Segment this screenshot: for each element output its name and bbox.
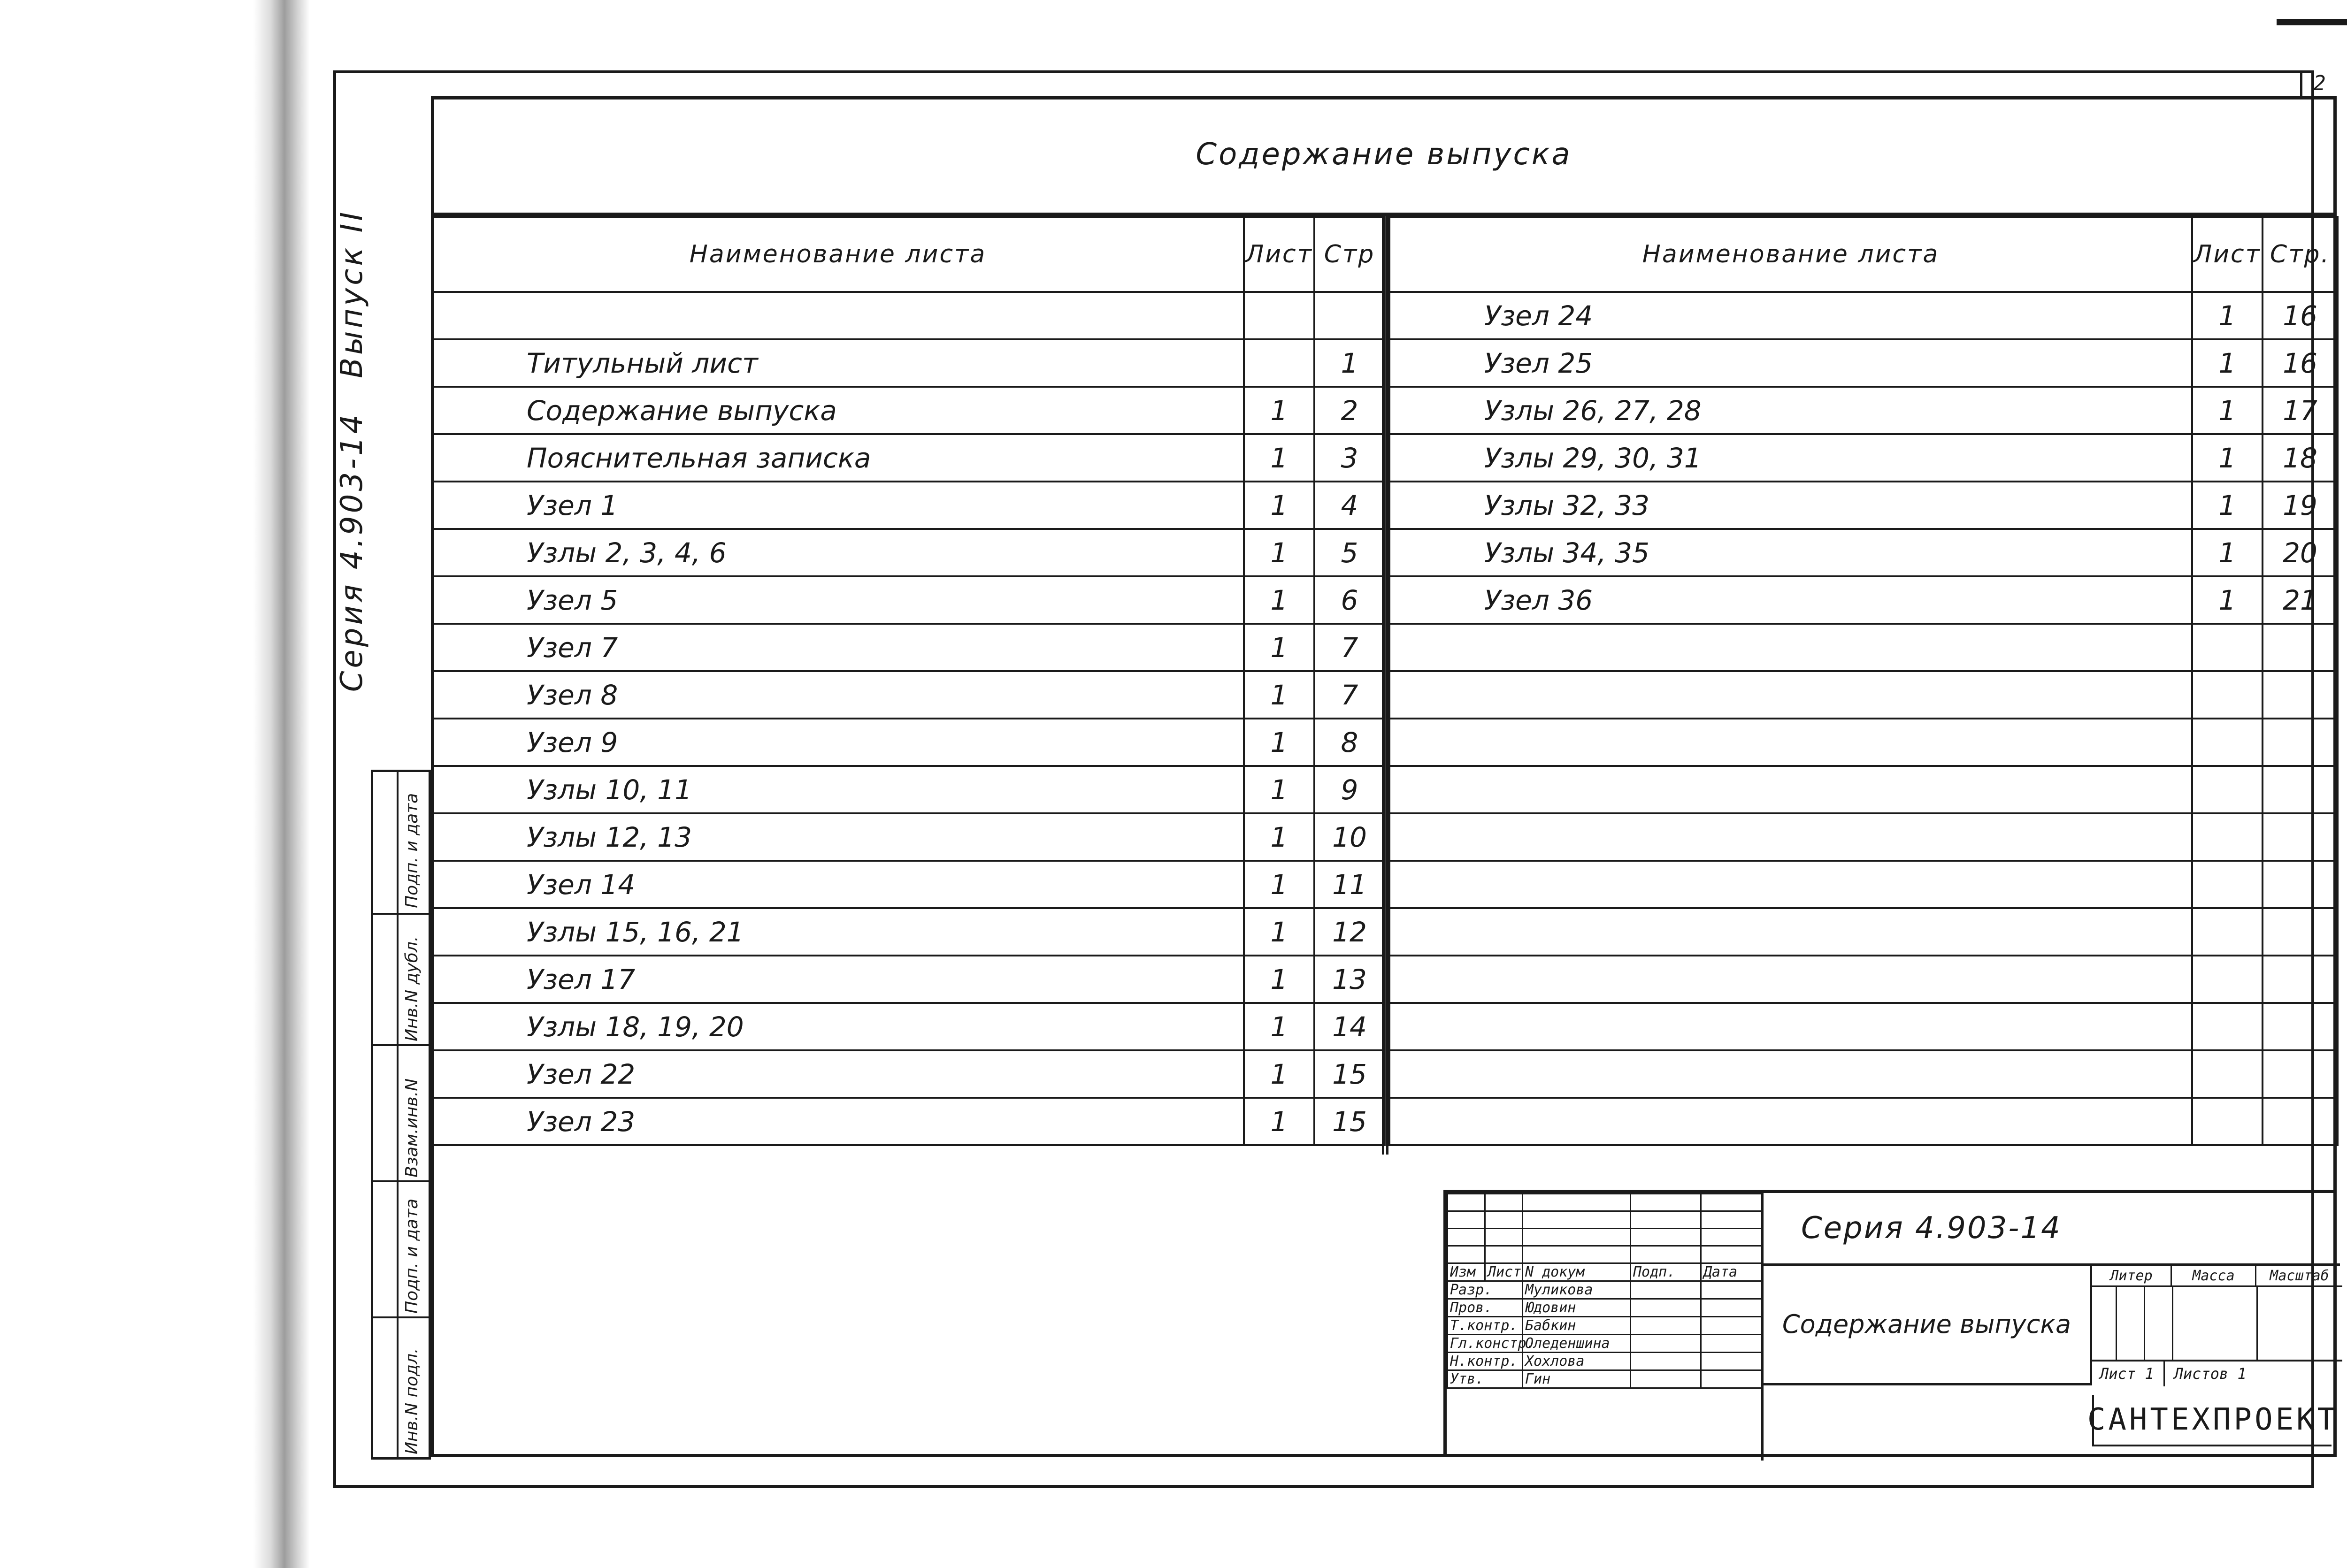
cell-name bbox=[1389, 956, 2192, 1003]
cell-sheet: 1 bbox=[1244, 434, 1314, 482]
signature-header: Подп. bbox=[1631, 1263, 1701, 1281]
table-row bbox=[1389, 529, 2338, 576]
scale-header: Масштаб bbox=[2256, 1266, 2342, 1287]
table-row bbox=[1389, 1050, 2338, 1098]
cell-name bbox=[1389, 624, 2192, 671]
cell-sheet: 1 bbox=[1244, 813, 1314, 861]
signature-name: Юдовин bbox=[1523, 1299, 1631, 1317]
top-edge-line bbox=[2277, 19, 2347, 25]
cell-page: 17 bbox=[2263, 387, 2338, 434]
cell-page: 4 bbox=[1314, 482, 1385, 529]
scan-shadow bbox=[253, 0, 310, 1568]
cell-name bbox=[1389, 1050, 2192, 1098]
signature-header: Лист bbox=[1485, 1263, 1523, 1281]
table-row bbox=[1389, 482, 2338, 529]
cell-name: Узел 8 bbox=[432, 671, 1244, 719]
table-row bbox=[1389, 861, 2338, 908]
signature-name: Муликова bbox=[1523, 1281, 1631, 1299]
table-row bbox=[432, 1050, 1385, 1098]
cell-sheet bbox=[2192, 766, 2263, 813]
header-page: Стр. bbox=[2263, 217, 2338, 292]
stage-divider bbox=[2116, 1287, 2117, 1360]
stage-divider bbox=[2172, 1287, 2173, 1360]
signature-row bbox=[1448, 1299, 1762, 1317]
cell-page: 6 bbox=[1314, 576, 1385, 624]
cell-sheet: 1 bbox=[1244, 861, 1314, 908]
cell-name bbox=[1389, 1003, 2192, 1050]
stamp-cell bbox=[373, 913, 431, 1044]
organization-name: САНТЕХПРОЕКТ bbox=[2092, 1395, 2332, 1446]
title-block bbox=[1443, 1190, 2337, 1457]
signature-blank-row bbox=[1448, 1211, 1762, 1229]
cell-name: Узлы 15, 16, 21 bbox=[432, 908, 1244, 956]
cell-name bbox=[1389, 719, 2192, 766]
signature-row bbox=[1448, 1353, 1762, 1370]
table-row bbox=[1389, 624, 2338, 671]
signature-cell bbox=[1701, 1211, 1762, 1229]
table-row bbox=[1389, 813, 2338, 861]
cell-name: Узлы 2, 3, 4, 6 bbox=[432, 529, 1244, 576]
cell-sheet: 1 bbox=[1244, 1003, 1314, 1050]
signature-sign bbox=[1631, 1281, 1701, 1299]
cell-name: Узлы 18, 19, 20 bbox=[432, 1003, 1244, 1050]
signature-cell bbox=[1631, 1246, 1701, 1263]
table-row bbox=[432, 292, 1385, 339]
cell-name: Пояснительная записка bbox=[432, 434, 1244, 482]
signature-header-row bbox=[1448, 1263, 1762, 1281]
cell-sheet: 1 bbox=[1244, 576, 1314, 624]
table-row bbox=[432, 1003, 1385, 1050]
signature-role: Т.контр. bbox=[1448, 1317, 1523, 1335]
stage-divider bbox=[2144, 1287, 2145, 1360]
cell-sheet bbox=[2192, 1050, 2263, 1098]
stamp-column bbox=[371, 770, 431, 1460]
signature-role: Гл.констр. bbox=[1448, 1335, 1523, 1353]
cell-name: Узлы 10, 11 bbox=[432, 766, 1244, 813]
title-block-doc-title: Содержание выпуска bbox=[1761, 1266, 2090, 1385]
table-row bbox=[1389, 292, 2338, 339]
cell-sheet bbox=[2192, 719, 2263, 766]
cell-page: 1 bbox=[1314, 339, 1385, 387]
stamp-cell bbox=[373, 1180, 431, 1316]
cell-sheet bbox=[2192, 671, 2263, 719]
table-row bbox=[432, 719, 1385, 766]
signature-row bbox=[1448, 1281, 1762, 1299]
table-header bbox=[432, 217, 1385, 292]
table-row bbox=[432, 766, 1385, 813]
signature-sign bbox=[1631, 1370, 1701, 1388]
cell-name: Узел 1 bbox=[432, 482, 1244, 529]
signature-cell bbox=[1523, 1211, 1631, 1229]
cell-sheet bbox=[1244, 339, 1314, 387]
signature-cell bbox=[1523, 1194, 1631, 1211]
table-row bbox=[1389, 671, 2338, 719]
cell-page: 5 bbox=[1314, 529, 1385, 576]
signature-row bbox=[1448, 1317, 1762, 1335]
cell-sheet: 1 bbox=[1244, 956, 1314, 1003]
cell-sheet: 1 bbox=[1244, 719, 1314, 766]
table-header bbox=[1389, 217, 2338, 292]
signature-sign bbox=[1631, 1299, 1701, 1317]
signature-name: Бабкин bbox=[1523, 1317, 1631, 1335]
table-row bbox=[1389, 1098, 2338, 1145]
cell-sheet: 1 bbox=[1244, 529, 1314, 576]
cell-name: Узлы 26, 27, 28 bbox=[1389, 387, 2192, 434]
cell-name: Узлы 12, 13 bbox=[432, 813, 1244, 861]
table-row bbox=[432, 482, 1385, 529]
cell-sheet bbox=[2192, 813, 2263, 861]
table-row bbox=[432, 956, 1385, 1003]
table-row bbox=[432, 576, 1385, 624]
stamp-label: Подп. и дата bbox=[402, 793, 422, 908]
signature-sign bbox=[1631, 1335, 1701, 1353]
cell-sheet: 1 bbox=[1244, 1050, 1314, 1098]
cell-name bbox=[1389, 908, 2192, 956]
signature-sign bbox=[1631, 1317, 1701, 1335]
table-row bbox=[1389, 908, 2338, 956]
cell-name: Узел 14 bbox=[432, 861, 1244, 908]
cell-sheet bbox=[2192, 1003, 2263, 1050]
header-sheet: Лист bbox=[1244, 217, 1314, 292]
table-row bbox=[432, 624, 1385, 671]
cell-name: Узлы 29, 30, 31 bbox=[1389, 434, 2192, 482]
stage-header: Литер bbox=[2092, 1266, 2172, 1287]
header-page: Стр bbox=[1314, 217, 1385, 292]
signature-sign bbox=[1631, 1353, 1701, 1370]
signature-cell bbox=[1448, 1211, 1485, 1229]
table-row bbox=[1389, 1003, 2338, 1050]
cell-sheet: 1 bbox=[2192, 482, 2263, 529]
stamp-label: Подп. и дата bbox=[402, 1198, 422, 1314]
cell-page: 18 bbox=[2263, 434, 2338, 482]
table-row bbox=[1389, 719, 2338, 766]
signature-blank-row bbox=[1448, 1229, 1762, 1246]
title-block-stage bbox=[2090, 1266, 2340, 1385]
sheet-label: Лист 1 bbox=[2100, 1364, 2154, 1383]
cell-sheet bbox=[2192, 956, 2263, 1003]
cell-page: 16 bbox=[2263, 292, 2338, 339]
signature-role: Пров. bbox=[1448, 1299, 1523, 1317]
title-block-series: Серия 4.903-14 bbox=[1761, 1193, 2340, 1266]
table-row bbox=[432, 813, 1385, 861]
table-row bbox=[1389, 434, 2338, 482]
cell-sheet: 1 bbox=[2192, 529, 2263, 576]
cell-page: 9 bbox=[1314, 766, 1385, 813]
side-series-label bbox=[324, 192, 380, 709]
cell-page: 15 bbox=[1314, 1050, 1385, 1098]
cell-name: Узел 23 bbox=[432, 1098, 1244, 1145]
signature-row bbox=[1448, 1370, 1762, 1388]
cell-page: 14 bbox=[1314, 1003, 1385, 1050]
cell-page: 10 bbox=[1314, 813, 1385, 861]
signature-date bbox=[1701, 1335, 1762, 1353]
cell-page: 15 bbox=[1314, 1098, 1385, 1145]
cell-page: 11 bbox=[1314, 861, 1385, 908]
cell-sheet: 1 bbox=[1244, 671, 1314, 719]
cell-name: Узел 25 bbox=[1389, 339, 2192, 387]
signature-role: Разр. bbox=[1448, 1281, 1523, 1299]
table-row bbox=[1389, 956, 2338, 1003]
cell-page bbox=[2263, 1050, 2338, 1098]
signature-name: Гин bbox=[1523, 1370, 1631, 1388]
signature-cell bbox=[1701, 1246, 1762, 1263]
stamp-cell bbox=[373, 772, 431, 913]
signature-date bbox=[1701, 1299, 1762, 1317]
cell-name: Титульный лист bbox=[432, 339, 1244, 387]
cell-name bbox=[432, 292, 1244, 339]
cell-page bbox=[2263, 1098, 2338, 1145]
sheets-label: Листов 1 bbox=[2174, 1364, 2247, 1383]
mass-header: Масса bbox=[2172, 1266, 2256, 1287]
cell-page: 2 bbox=[1314, 387, 1385, 434]
cell-sheet: 1 bbox=[2192, 576, 2263, 624]
cell-page bbox=[2263, 908, 2338, 956]
table-row bbox=[432, 434, 1385, 482]
signature-cell bbox=[1448, 1194, 1485, 1211]
cell-name: Узлы 32, 33 bbox=[1389, 482, 2192, 529]
cell-sheet bbox=[2192, 908, 2263, 956]
cell-name: Узел 36 bbox=[1389, 576, 2192, 624]
cell-name: Узел 17 bbox=[432, 956, 1244, 1003]
cell-sheet: 1 bbox=[2192, 339, 2263, 387]
table-row bbox=[432, 908, 1385, 956]
table-row bbox=[432, 861, 1385, 908]
cell-sheet: 1 bbox=[2192, 387, 2263, 434]
signature-cell bbox=[1485, 1246, 1523, 1263]
stamp-cell bbox=[373, 1316, 431, 1457]
header-name: Наименование листа bbox=[1389, 217, 2192, 292]
table-row bbox=[432, 671, 1385, 719]
signature-cell bbox=[1485, 1229, 1523, 1246]
cell-page bbox=[2263, 861, 2338, 908]
cell-sheet: 1 bbox=[2192, 292, 2263, 339]
signature-name: Хохлова bbox=[1523, 1353, 1631, 1370]
cell-sheet: 1 bbox=[1244, 766, 1314, 813]
cell-name: Узел 22 bbox=[432, 1050, 1244, 1098]
cell-name bbox=[1389, 1098, 2192, 1145]
table-row bbox=[432, 387, 1385, 434]
cell-sheet: 1 bbox=[1244, 1098, 1314, 1145]
cell-page: 21 bbox=[2263, 576, 2338, 624]
header-name: Наименование листа bbox=[432, 217, 1244, 292]
stamp-label: Взам.инв.N bbox=[402, 1078, 422, 1178]
table-row bbox=[1389, 387, 2338, 434]
signature-cell bbox=[1485, 1211, 1523, 1229]
signature-cell bbox=[1631, 1211, 1701, 1229]
stamp-label: Инв.N подл. bbox=[402, 1348, 422, 1454]
cell-sheet bbox=[1244, 292, 1314, 339]
cell-name: Узлы 34, 35 bbox=[1389, 529, 2192, 576]
signature-cell bbox=[1448, 1229, 1485, 1246]
side-issue: Выпуск II bbox=[335, 209, 369, 378]
signature-date bbox=[1701, 1281, 1762, 1299]
table-separator bbox=[1382, 216, 1388, 1155]
cell-page: 7 bbox=[1314, 671, 1385, 719]
right-contents-table bbox=[1388, 216, 2339, 1146]
signature-cell bbox=[1631, 1229, 1701, 1246]
sheet-count bbox=[2092, 1360, 2342, 1385]
cell-page: 7 bbox=[1314, 624, 1385, 671]
cell-name: Узел 5 bbox=[432, 576, 1244, 624]
left-contents-table bbox=[431, 216, 1386, 1146]
cell-page: 3 bbox=[1314, 434, 1385, 482]
cell-page bbox=[2263, 719, 2338, 766]
cell-page bbox=[2263, 813, 2338, 861]
page-number: 2 bbox=[2300, 70, 2337, 99]
side-series: Серия 4.903-14 bbox=[335, 412, 369, 692]
table-row bbox=[1389, 576, 2338, 624]
cell-page bbox=[2263, 671, 2338, 719]
signature-blank-row bbox=[1448, 1246, 1762, 1263]
signature-date bbox=[1701, 1353, 1762, 1370]
signature-table bbox=[1447, 1193, 1763, 1389]
signature-header: Дата bbox=[1701, 1263, 1762, 1281]
signature-row bbox=[1448, 1335, 1762, 1353]
table-row bbox=[1389, 339, 2338, 387]
signature-header: Изм bbox=[1448, 1263, 1485, 1281]
cell-sheet: 1 bbox=[2192, 434, 2263, 482]
table-row bbox=[432, 529, 1385, 576]
cell-page: 8 bbox=[1314, 719, 1385, 766]
page-title: Содержание выпуска bbox=[431, 96, 2337, 216]
cell-sheet bbox=[2192, 624, 2263, 671]
signature-cell bbox=[1448, 1246, 1485, 1263]
cell-sheet bbox=[2192, 861, 2263, 908]
table-row bbox=[1389, 766, 2338, 813]
title-block-org-area bbox=[1761, 1385, 2340, 1461]
signature-cell bbox=[1701, 1194, 1762, 1211]
cell-name bbox=[1389, 766, 2192, 813]
header-sheet: Лист bbox=[2192, 217, 2263, 292]
cell-page: 20 bbox=[2263, 529, 2338, 576]
cell-page: 16 bbox=[2263, 339, 2338, 387]
cell-name: Содержание выпуска bbox=[432, 387, 1244, 434]
cell-page: 19 bbox=[2263, 482, 2338, 529]
cell-sheet: 1 bbox=[1244, 624, 1314, 671]
cell-name: Узел 24 bbox=[1389, 292, 2192, 339]
cell-page bbox=[1314, 292, 1385, 339]
signature-cell bbox=[1523, 1229, 1631, 1246]
signature-role: Утв. bbox=[1448, 1370, 1523, 1388]
signature-header: N докум bbox=[1523, 1263, 1631, 1281]
cell-name bbox=[1389, 671, 2192, 719]
signature-role: Н.контр. bbox=[1448, 1353, 1523, 1370]
signature-name: Оледеншина bbox=[1523, 1335, 1631, 1353]
signature-cell bbox=[1631, 1194, 1701, 1211]
table-row bbox=[432, 339, 1385, 387]
signature-blank-row bbox=[1448, 1194, 1762, 1211]
table-row bbox=[432, 1098, 1385, 1145]
cell-name bbox=[1389, 861, 2192, 908]
signature-cell bbox=[1701, 1229, 1762, 1246]
cell-name bbox=[1389, 813, 2192, 861]
signature-cell bbox=[1523, 1246, 1631, 1263]
cell-page bbox=[2263, 624, 2338, 671]
stamp-cell bbox=[373, 1044, 431, 1180]
cell-page bbox=[2263, 1003, 2338, 1050]
sheet-divider bbox=[2163, 1361, 2165, 1386]
cell-sheet bbox=[2192, 1098, 2263, 1145]
cell-page: 13 bbox=[1314, 956, 1385, 1003]
cell-page bbox=[2263, 956, 2338, 1003]
stamp-label: Инв.N дубл. bbox=[402, 936, 422, 1041]
cell-name: Узел 7 bbox=[432, 624, 1244, 671]
signature-date bbox=[1701, 1370, 1762, 1388]
cell-sheet: 1 bbox=[1244, 387, 1314, 434]
stage-divider bbox=[2256, 1287, 2258, 1360]
signature-cell bbox=[1485, 1194, 1523, 1211]
cell-page bbox=[2263, 766, 2338, 813]
signature-date bbox=[1701, 1317, 1762, 1335]
cell-page: 12 bbox=[1314, 908, 1385, 956]
cell-sheet: 1 bbox=[1244, 908, 1314, 956]
cell-sheet: 1 bbox=[1244, 482, 1314, 529]
cell-name: Узел 9 bbox=[432, 719, 1244, 766]
